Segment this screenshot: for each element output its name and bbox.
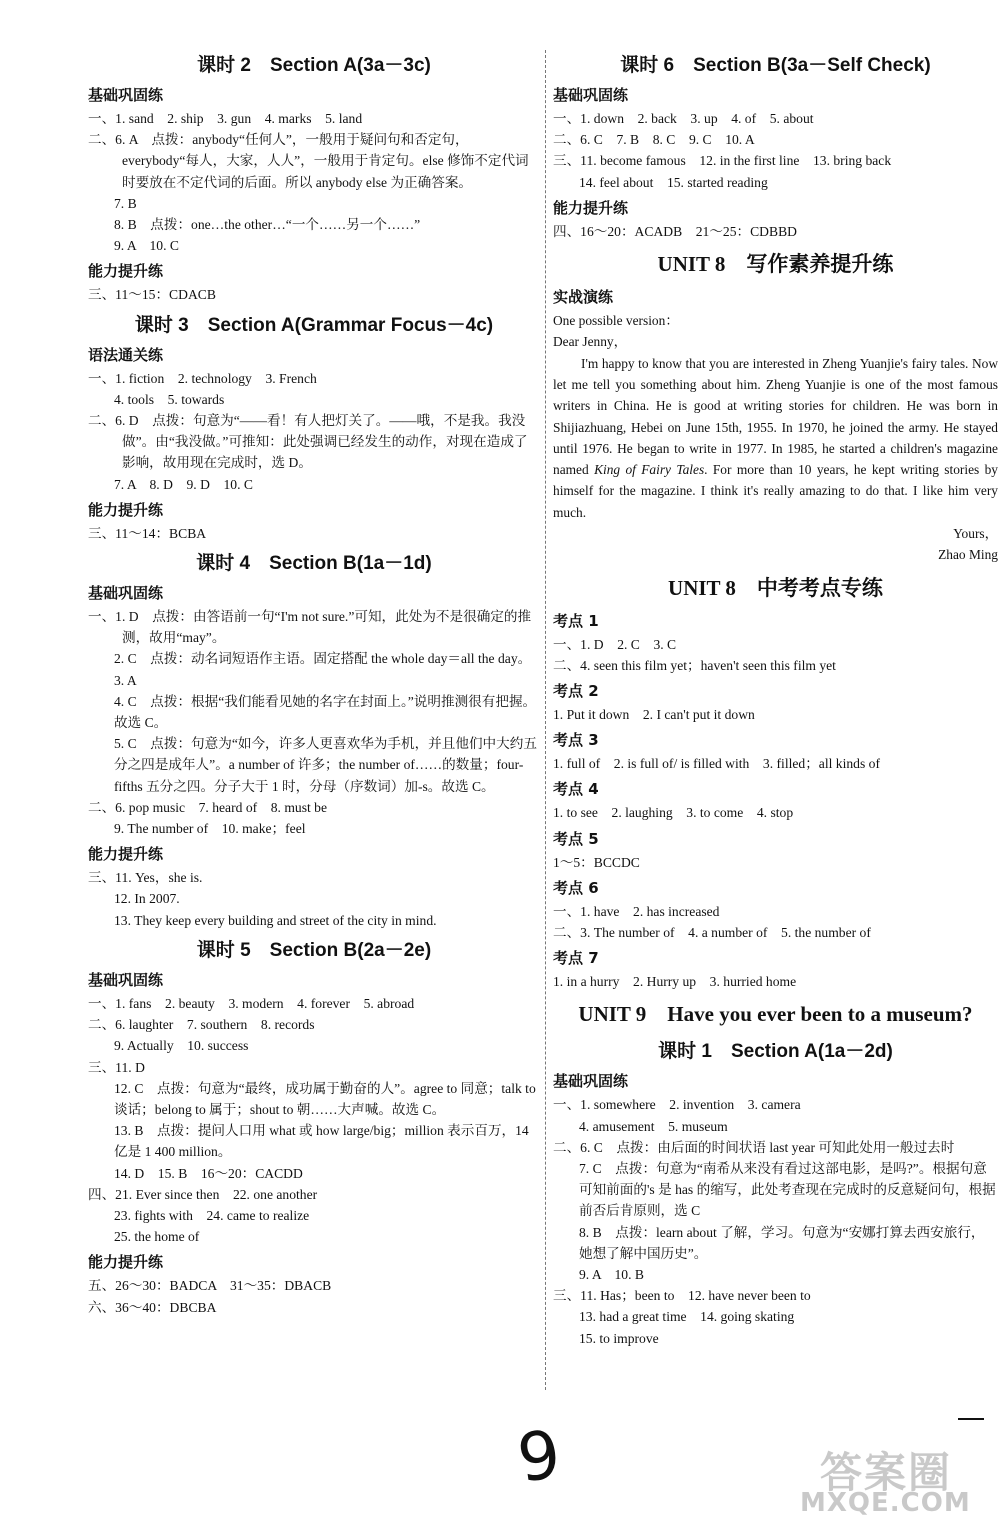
- unit-9-basic-title: 基础巩固练: [553, 1072, 629, 1091]
- lesson-2-line: 一、1. sand 2. ship 3. gun 4. marks 5. land: [88, 111, 363, 126]
- writing-signature: Zhao Ming: [938, 547, 998, 563]
- lesson-3-heading: 课时 3 Section A(Grammar Focus－4c): [134, 314, 494, 336]
- lesson-5-line: 四、21. Ever since then 22. one another: [88, 1186, 318, 1202]
- exam-heading: UNIT 8 中考考点专练: [668, 575, 883, 600]
- lesson-5-line: 9. Actually 10. success: [114, 1038, 249, 1054]
- lesson-5-basic-title: 基础巩固练: [88, 970, 164, 989]
- lesson-3-line: 二、6. D 点拨：句意为“——看！有人把灯关了。——哦，不是我。我没做”。由“我没做。”可推知：此处强调已经发生的动作，对现在造成了影响，故用现在完成时，选 D。: [88, 413, 528, 471]
- lesson-4-line: 二、6. pop music 7. heard of 8. must be: [88, 799, 327, 815]
- exam-point-line: 1～5：BCCDC: [553, 854, 640, 870]
- lesson-4-line: 一、1. D 点拨：由答语前一句“I'm not sure.”可知，此处为不是很确定的推测，故用“may”。: [88, 609, 532, 646]
- unit-9-line: 15. to improve: [579, 1330, 659, 1346]
- exam-point-line: 1. full of 2. is full of/ is filled with 3. filled；all kinds of: [553, 756, 880, 772]
- lesson-4-line: 5. C 点拨：句意为“如今，许多人更喜欢华为手机，并且他们中大约五分之四是成年人”。a number of 许多；the number of……的数量；four-fifths 五分之四。分子大于 1 时，分母（序数词）加-s。故选 C。: [114, 736, 537, 794]
- lesson-6-basic-title: 基础巩固练: [553, 86, 629, 104]
- lesson-4-ability-title: 能力提升练: [88, 845, 164, 864]
- writing-body: [553, 353, 998, 523]
- lesson-2-line: 9. A 10. C: [114, 238, 179, 254]
- unit-9-line: 二、6. C 点拨：由后面的时间状语 last year 可知此处用一般过去时: [553, 1139, 955, 1155]
- exam-point-title: 考点 5: [553, 829, 599, 848]
- exam-point-title: 考点 3: [553, 731, 599, 750]
- lesson-6-heading: 课时 6 Section B(3a－Self Check): [620, 55, 931, 76]
- lesson-3-line: 一、1. fiction 2. technology 3. French: [88, 370, 317, 386]
- footer-dash: [958, 1418, 984, 1420]
- lesson-5-line: 23. fights with 24. came to realize: [114, 1207, 310, 1223]
- lesson-3-ability: 三、11～14：BCBA: [88, 525, 207, 541]
- lesson-4-line: 3. A: [114, 672, 137, 688]
- unit-9-heading: UNIT 9 Have you ever been to a museum?: [578, 1002, 973, 1027]
- writing-practice-title: 实战演练: [553, 288, 614, 307]
- lesson-4-heading: 课时 4 Section B(1a－1d): [196, 553, 432, 575]
- unit-9-lesson-1-heading: 课时 1 Section A(1a－2d): [658, 1041, 893, 1063]
- lesson-5-line: 二、6. laughter 7. southern 8. records: [88, 1017, 315, 1033]
- exam-point-line: 1. in a hurry 2. Hurry up 3. hurried home: [553, 974, 797, 990]
- writing-body-a: I'm happy to know that you are interested in Zheng Yuanjie's fairy tales. Now let me tell you something about him. Zheng Yuanjie is one of the most famous writers in China. He is good at writing stories for children. He was born in Shijiazhuang, Hebei on June 15th, 1955. In 1970, he joined the army. He stayed until 1976. He began to write in 1977. In 1985, he started a children's magazine named: [553, 355, 998, 478]
- lesson-5-line: 14. D 15. B 16～20：CACDD: [114, 1165, 303, 1181]
- lesson-6-line: 14. feel about 15. started reading: [579, 174, 768, 190]
- lesson-2-ability: 三、11～15：CDACB: [88, 287, 216, 303]
- lesson-5-line: 13. B 点拨：提问人口用 what 或 how large/big；million 表示百万，14 亿是 1 400 million。: [114, 1123, 529, 1160]
- lesson-2-line: 7. B: [114, 195, 137, 211]
- lesson-3-ability-title: 能力提升练: [88, 500, 164, 519]
- lesson-6-line: 三、11. become famous 12. in the first line 13. bring back: [553, 153, 892, 169]
- lesson-3-grammar-title: 语法通关练: [88, 345, 164, 364]
- watermark-logo: 答案圈: [820, 1448, 953, 1497]
- exam-point-line: 1. to see 2. laughing 3. to come 4. stop: [553, 805, 794, 821]
- lesson-4-line: 2. C 点拨：动名词短语作主语。固定搭配 the whole day＝all the day。: [114, 651, 532, 667]
- lesson-5-line: 25. the home of: [114, 1229, 200, 1245]
- exam-point-title: 考点 4: [553, 780, 599, 799]
- exam-point-line: 一、1. D 2. C 3. C: [553, 636, 677, 652]
- unit-9-line: 4. amusement 5. museum: [579, 1118, 728, 1134]
- lesson-6-ability-title: 能力提升练: [553, 198, 629, 217]
- lesson-5-ability-title: 能力提升练: [88, 1253, 164, 1272]
- left-column: [88, 46, 540, 1318]
- lesson-4-basic-title: 基础巩固练: [88, 584, 164, 603]
- writing-closing: Yours，: [953, 525, 998, 541]
- exam-point-line: 二、4. seen this film yet；haven't seen this film yet: [553, 657, 836, 673]
- lesson-4-ability-line: 13. They keep every building and street of the city in mind.: [114, 912, 437, 928]
- lesson-2-ability-title: 能力提升练: [88, 262, 164, 281]
- lesson-3-line: 7. A 8. D 9. D 10. C: [114, 476, 253, 492]
- lesson-4-ability-line: 12. In 2007.: [114, 891, 180, 907]
- column-divider: [545, 50, 546, 1390]
- lesson-5-line: 12. C 点拨：句意为“最终，成功属于勤奋的人”。agree to 同意；talk to 谈话；belong to 属于；shout to 朝……大声喊。故选 C。: [114, 1080, 536, 1117]
- unit-9-line: 13. had a great time 14. going skating: [579, 1309, 795, 1325]
- lesson-2-line: 8. B 点拨：one…the other…“一个……另一个……”: [114, 217, 421, 233]
- lesson-5-heading: 课时 5 Section B(2a－2e): [196, 939, 432, 961]
- watermark-url: MXQE.COM: [800, 1488, 971, 1518]
- unit-9-line: 9. A 10. B: [579, 1267, 644, 1283]
- lesson-6-line: 二、6. C 7. B 8. C 9. C 10. A: [553, 132, 755, 148]
- lesson-2-heading: 课时 2 Section A(3a－3c): [197, 55, 431, 76]
- writing-greeting: Dear Jenny，: [553, 334, 627, 350]
- exam-point-line: 1. Put it down 2. I can't put it down: [553, 706, 755, 722]
- exam-point-title: 考点 2: [553, 681, 599, 700]
- lesson-5-ability-line: 五、26～30：BADCA 31～35：DBACB: [88, 1278, 332, 1294]
- unit-9-line: 三、11. Has；been to 12. have never been to: [553, 1288, 811, 1304]
- exam-point-title: 考点 6: [553, 878, 599, 897]
- lesson-4-line: 9. The number of 10. make；feel: [114, 821, 306, 837]
- lesson-5-ability-line: 六、36～40：DBCBA: [88, 1299, 217, 1315]
- exam-point-title: 考点 1: [553, 611, 599, 630]
- unit-9-line: 一、1. somewhere 2. invention 3. camera: [553, 1097, 801, 1113]
- unit-9-line: 8. B 点拨：learn about 了解，学习。句意为“安娜打算去西安旅行，她想了解中国历史”。: [579, 1224, 985, 1261]
- lesson-4-ability-line: 三、11. Yes，she is.: [88, 870, 203, 886]
- lesson-6-ability: 四、16～20：ACADB 21～25：CDBBD: [553, 223, 797, 239]
- magazine-title: King of Fairy Tales: [594, 462, 705, 478]
- lesson-5-line: 一、1. fans 2. beauty 3. modern 4. forever 5. abroad: [88, 995, 415, 1011]
- lesson-5-line: 三、11. D: [88, 1059, 145, 1075]
- page-number: 9: [512, 1415, 566, 1498]
- unit-9-line: 7. C 点拨：句意为“南希从来没有看过这部电影，是吗?”。根据句意可知前面的's 是 has 的缩写，此处考查现在完成时的反意疑问句，根据前否后肯原则，选 C: [579, 1161, 996, 1219]
- lesson-3-line: 4. tools 5. towards: [114, 391, 225, 407]
- exam-point-line: 一、1. have 2. has increased: [553, 903, 720, 919]
- lesson-6-line: 一、1. down 2. back 3. up 4. of 5. about: [553, 111, 814, 126]
- lesson-2-basic-title: 基础巩固练: [88, 86, 164, 104]
- writing-body-b: . For more than 10 years, he kept writing stories by himself for the magazine. I think it's really amazing to do that. I like him very much.: [553, 462, 998, 520]
- exam-point-title: 考点 7: [553, 949, 599, 968]
- writing-intro: One possible version：: [553, 313, 679, 329]
- exam-point-line: 二、3. The number of 4. a number of 5. the number of: [553, 925, 871, 940]
- lesson-4-line: 4. C 点拨：根据“我们能看见她的名字在封面上。”说明推测很有把握。故选 C。: [114, 693, 537, 731]
- lesson-2-line: 二、6. A 点拨：anybody“任何人”，一般用于疑问句和否定句，everybody“每人，大家，人人”，一般用于肯定句。else 修饰不定代词时要放在不定代词的后面。所以 anybody else 为正确答案。: [88, 132, 529, 190]
- writing-heading: UNIT 8 写作素养提升练: [657, 252, 894, 277]
- right-column: [553, 46, 998, 1349]
